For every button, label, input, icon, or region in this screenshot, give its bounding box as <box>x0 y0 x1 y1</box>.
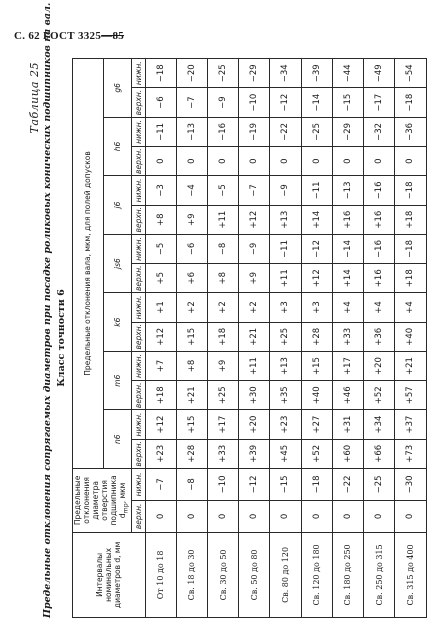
subheader-upper: верхн. <box>131 500 145 532</box>
shaft-deviation-cell: +1 <box>145 293 176 322</box>
interval-cell: Св. 30 до 50 <box>207 532 238 617</box>
table-row <box>239 59 270 618</box>
shaft-deviation-cell: −11 <box>301 176 332 205</box>
shaft-deviation-cell: −9 <box>207 88 238 117</box>
shaft-deviation-cell: 0 <box>332 147 363 176</box>
bore-deviation-cell: −7 <box>145 468 176 500</box>
page-header-struck-suffix: —85 <box>101 30 125 42</box>
bore-deviation-cell: −18 <box>301 468 332 500</box>
shaft-deviation-cell: +4 <box>364 293 395 322</box>
shaft-deviation-cell: −8 <box>207 234 238 263</box>
page-header-prefix: С. 62 ГОСТ 3325 <box>14 30 102 42</box>
interval-cell: Св. 315 до 400 <box>395 532 426 617</box>
field-header-g6: g6 <box>103 59 131 118</box>
deviation-table <box>72 58 427 618</box>
bore-deviation-cell: 0 <box>176 500 207 532</box>
shaft-deviation-cell: −15 <box>332 88 363 117</box>
shaft-deviation-cell: −11 <box>145 117 176 146</box>
bore-deviation-cell: −30 <box>395 468 426 500</box>
shaft-deviation-cell: −16 <box>364 176 395 205</box>
shaft-deviation-cell: +9 <box>207 351 238 380</box>
shaft-deviation-cell: −5 <box>145 234 176 263</box>
shaft-deviation-cell: +2 <box>176 293 207 322</box>
interval-cell: Св. 120 до 180 <box>301 532 332 617</box>
shaft-deviation-cell: −32 <box>364 117 395 146</box>
shaft-deviation-cell: +20 <box>364 351 395 380</box>
field-header-n6: n6 <box>103 410 131 469</box>
shaft-deviation-cell: +21 <box>239 322 270 351</box>
table-row <box>145 59 176 618</box>
shaft-deviation-cell: +73 <box>395 439 426 468</box>
bore-deviation-cell: −8 <box>176 468 207 500</box>
shaft-deviation-cell: +11 <box>270 264 301 293</box>
shaft-deviation-cell: −18 <box>395 176 426 205</box>
shaft-deviation-cell: +15 <box>176 410 207 439</box>
table-subtitle: Класс точности 6 <box>56 289 67 387</box>
interval-cell: Св. 180 до 250 <box>332 532 363 617</box>
bore-deviation-cell: 0 <box>239 500 270 532</box>
shaft-deviation-cell: +66 <box>364 439 395 468</box>
shaft-deviation-cell: −39 <box>301 59 332 89</box>
interval-cell: Св. 50 до 80 <box>239 532 270 617</box>
shaft-deviation-cell: 0 <box>270 147 301 176</box>
shaft-deviation-cell: +34 <box>364 410 395 439</box>
shaft-deviation-cell: +23 <box>270 410 301 439</box>
bore-deviation-cell: 0 <box>395 500 426 532</box>
shaft-deviation-cell: −17 <box>364 88 395 117</box>
bore-deviation-cell: −15 <box>270 468 301 500</box>
shaft-deviation-cell: −49 <box>364 59 395 89</box>
shaft-deviation-cell: +46 <box>332 381 363 410</box>
shaft-deviation-cell: −25 <box>301 117 332 146</box>
shaft-deviation-cell: −44 <box>332 59 363 89</box>
shaft-deviation-cell: +15 <box>301 351 332 380</box>
shaft-deviation-cell: −20 <box>176 59 207 89</box>
shaft-deviation-cell: +14 <box>332 264 363 293</box>
shaft-deviation-cell: +8 <box>207 264 238 293</box>
shaft-deviation-cell: −11 <box>270 234 301 263</box>
shaft-deviation-cell: +13 <box>270 351 301 380</box>
shaft-deviation-cell: −12 <box>270 88 301 117</box>
interval-cell: Св. 18 до 30 <box>176 532 207 617</box>
subheader-lower: нижн. <box>131 176 145 205</box>
shaft-deviation-cell: +9 <box>239 264 270 293</box>
shaft-deviation-cell: +25 <box>270 322 301 351</box>
shaft-deviation-cell: +15 <box>176 322 207 351</box>
shaft-deviation-cell: +7 <box>145 351 176 380</box>
subheader-upper: верхн. <box>131 205 145 234</box>
bore-deviation-cell: −10 <box>207 468 238 500</box>
shaft-deviation-cell: −9 <box>270 176 301 205</box>
shaft-deviation-cell: +20 <box>239 410 270 439</box>
shaft-deviation-cell: +17 <box>207 410 238 439</box>
shaft-deviation-cell: +8 <box>145 205 176 234</box>
table-row <box>176 59 207 618</box>
shaft-deviation-cell: +45 <box>270 439 301 468</box>
shaft-deviation-cell: −5 <box>207 176 238 205</box>
bore-deviation-cell: 0 <box>364 500 395 532</box>
shaft-deviation-cell: +52 <box>301 439 332 468</box>
table-row <box>301 59 332 618</box>
shaft-deviation-cell: 0 <box>176 147 207 176</box>
subheader-upper: верхн. <box>131 439 145 468</box>
shaft-deviation-cell: −6 <box>176 234 207 263</box>
subheader-upper: верхн. <box>131 88 145 117</box>
subheader-lower: нижн. <box>131 468 145 500</box>
shaft-deviation-cell: +11 <box>239 351 270 380</box>
shaft-deviation-cell: +21 <box>176 381 207 410</box>
shaft-deviation-cell: −4 <box>176 176 207 205</box>
bore-deviation-cell: −12 <box>239 468 270 500</box>
shaft-deviation-cell: +33 <box>207 439 238 468</box>
subheader-upper: верхн. <box>131 322 145 351</box>
shaft-deviation-cell: +2 <box>239 293 270 322</box>
bore-deviation-cell: 0 <box>332 500 363 532</box>
shaft-deviation-cell: +30 <box>239 381 270 410</box>
field-header-js6: js6 <box>103 234 131 293</box>
shaft-deviation-cell: 0 <box>395 147 426 176</box>
interval-cell: От 10 до 18 <box>145 532 176 617</box>
shaft-deviation-cell: +18 <box>395 264 426 293</box>
shaft-deviation-cell: +28 <box>301 322 332 351</box>
shaft-deviation-cell: −18 <box>395 88 426 117</box>
shaft-deviation-cell: 0 <box>145 147 176 176</box>
shaft-deviation-cell: −9 <box>239 234 270 263</box>
shaft-deviation-cell: +35 <box>270 381 301 410</box>
shaft-deviation-cell: +40 <box>395 322 426 351</box>
bore-deviation-cell: 0 <box>145 500 176 532</box>
shaft-deviation-cell: +12 <box>301 264 332 293</box>
shaft-deviation-cell: +13 <box>270 205 301 234</box>
shaft-deviation-cell: +6 <box>176 264 207 293</box>
table-row <box>207 59 238 618</box>
subheader-upper: верхн. <box>131 147 145 176</box>
shaft-deviation-cell: −7 <box>239 176 270 205</box>
shaft-deviation-cell: −10 <box>239 88 270 117</box>
bore-deviation-cell: −25 <box>364 468 395 500</box>
subheader-upper: верхн. <box>131 381 145 410</box>
bore-deviation-cell: 0 <box>301 500 332 532</box>
shaft-deviation-cell: +8 <box>176 351 207 380</box>
shaft-deviation-cell: +14 <box>301 205 332 234</box>
subheader-lower: нижн. <box>131 410 145 439</box>
shaft-deviation-cell: +36 <box>364 322 395 351</box>
shaft-deviation-cell: +33 <box>332 322 363 351</box>
shaft-deviation-cell: +18 <box>207 322 238 351</box>
shaft-deviation-cell: −36 <box>395 117 426 146</box>
shaft-deviation-cell: −14 <box>332 234 363 263</box>
bore-deviation-cell: 0 <box>270 500 301 532</box>
field-header-h6: h6 <box>103 117 131 176</box>
shaft-deviation-cell: 0 <box>301 147 332 176</box>
shaft-deviation-cell: −14 <box>301 88 332 117</box>
subheader-lower: нижн. <box>131 351 145 380</box>
shaft-deviation-cell: −6 <box>145 88 176 117</box>
table-row <box>270 59 301 618</box>
bore-deviation-cell: 0 <box>207 500 238 532</box>
shaft-deviation-cell: +57 <box>395 381 426 410</box>
shaft-deviation-cell: −18 <box>145 59 176 89</box>
shaft-deviation-cell: +18 <box>395 205 426 234</box>
shaft-deviation-cell: +11 <box>207 205 238 234</box>
table-number: Таблица 25 <box>28 62 41 134</box>
shaft-deviation-cell: +12 <box>239 205 270 234</box>
field-header-j6: j6 <box>103 176 131 235</box>
shaft-deviation-cell: +12 <box>145 322 176 351</box>
shaft-deviation-cell: +2 <box>207 293 238 322</box>
shaft-deviation-cell: +52 <box>364 381 395 410</box>
interval-cell: Св. 250 до 315 <box>364 532 395 617</box>
header-intervals: Интервалы номинальных диаметров d, мм <box>73 532 146 617</box>
shaft-deviation-cell: +16 <box>364 205 395 234</box>
field-header-k6: k6 <box>103 293 131 352</box>
shaft-deviation-cell: +4 <box>332 293 363 322</box>
shaft-deviation-cell: −34 <box>270 59 301 89</box>
shaft-deviation-cell: −25 <box>207 59 238 89</box>
shaft-deviation-cell: −18 <box>395 234 426 263</box>
table-row <box>364 59 395 618</box>
shaft-deviation-cell: 0 <box>239 147 270 176</box>
subheader-lower: нижн. <box>131 117 145 146</box>
shaft-deviation-cell: −12 <box>301 234 332 263</box>
subheader-lower: нижн. <box>131 293 145 322</box>
shaft-deviation-cell: +4 <box>395 293 426 322</box>
subheader-lower: нижн. <box>131 234 145 263</box>
shaft-deviation-cell: 0 <box>364 147 395 176</box>
shaft-deviation-cell: +17 <box>332 351 363 380</box>
shaft-deviation-cell: +3 <box>270 293 301 322</box>
shaft-deviation-cell: +5 <box>145 264 176 293</box>
shaft-deviation-cell: +18 <box>145 381 176 410</box>
header-bore-limit: Предельные отклонения диаметра отверстия подшипника $d_{mp}$, мкм <box>73 468 132 532</box>
shaft-deviation-cell: +37 <box>395 410 426 439</box>
shaft-deviation-cell: +27 <box>301 410 332 439</box>
shaft-deviation-cell: +21 <box>395 351 426 380</box>
shaft-deviation-cell: +16 <box>332 205 363 234</box>
shaft-deviation-cell: 0 <box>207 147 238 176</box>
shaft-deviation-cell: +60 <box>332 439 363 468</box>
shaft-deviation-cell: −16 <box>364 234 395 263</box>
shaft-deviation-cell: −54 <box>395 59 426 89</box>
header-shaft-group: Предельные отклонения вала, мкм, для полей допусков <box>73 59 104 469</box>
shaft-deviation-cell: −13 <box>332 176 363 205</box>
shaft-deviation-cell: +25 <box>207 381 238 410</box>
shaft-deviation-cell: +31 <box>332 410 363 439</box>
field-header-m6: m6 <box>103 351 131 410</box>
shaft-deviation-cell: −16 <box>207 117 238 146</box>
shaft-deviation-cell: +23 <box>145 439 176 468</box>
page-header <box>14 30 124 42</box>
table-title: Предельные отклонения сопрягаемых диаметров при посадке роликовых конических подшипников на вал. <box>42 2 53 618</box>
shaft-deviation-cell: +16 <box>364 264 395 293</box>
shaft-deviation-cell: +12 <box>145 410 176 439</box>
shaft-deviation-cell: +3 <box>301 293 332 322</box>
shaft-deviation-cell: +9 <box>176 205 207 234</box>
bore-deviation-cell: −22 <box>332 468 363 500</box>
subheader-lower: нижн. <box>131 59 145 89</box>
shaft-deviation-cell: −29 <box>239 59 270 89</box>
shaft-deviation-cell: −13 <box>176 117 207 146</box>
shaft-deviation-cell: −29 <box>332 117 363 146</box>
shaft-deviation-cell: +40 <box>301 381 332 410</box>
interval-cell: Св. 80 до 120 <box>270 532 301 617</box>
shaft-deviation-cell: −3 <box>145 176 176 205</box>
shaft-deviation-cell: +28 <box>176 439 207 468</box>
shaft-deviation-cell: −19 <box>239 117 270 146</box>
table-row <box>395 59 426 618</box>
shaft-deviation-cell: −7 <box>176 88 207 117</box>
subheader-upper: верхн. <box>131 264 145 293</box>
shaft-deviation-cell: −22 <box>270 117 301 146</box>
table-row <box>332 59 363 618</box>
shaft-deviation-cell: +39 <box>239 439 270 468</box>
